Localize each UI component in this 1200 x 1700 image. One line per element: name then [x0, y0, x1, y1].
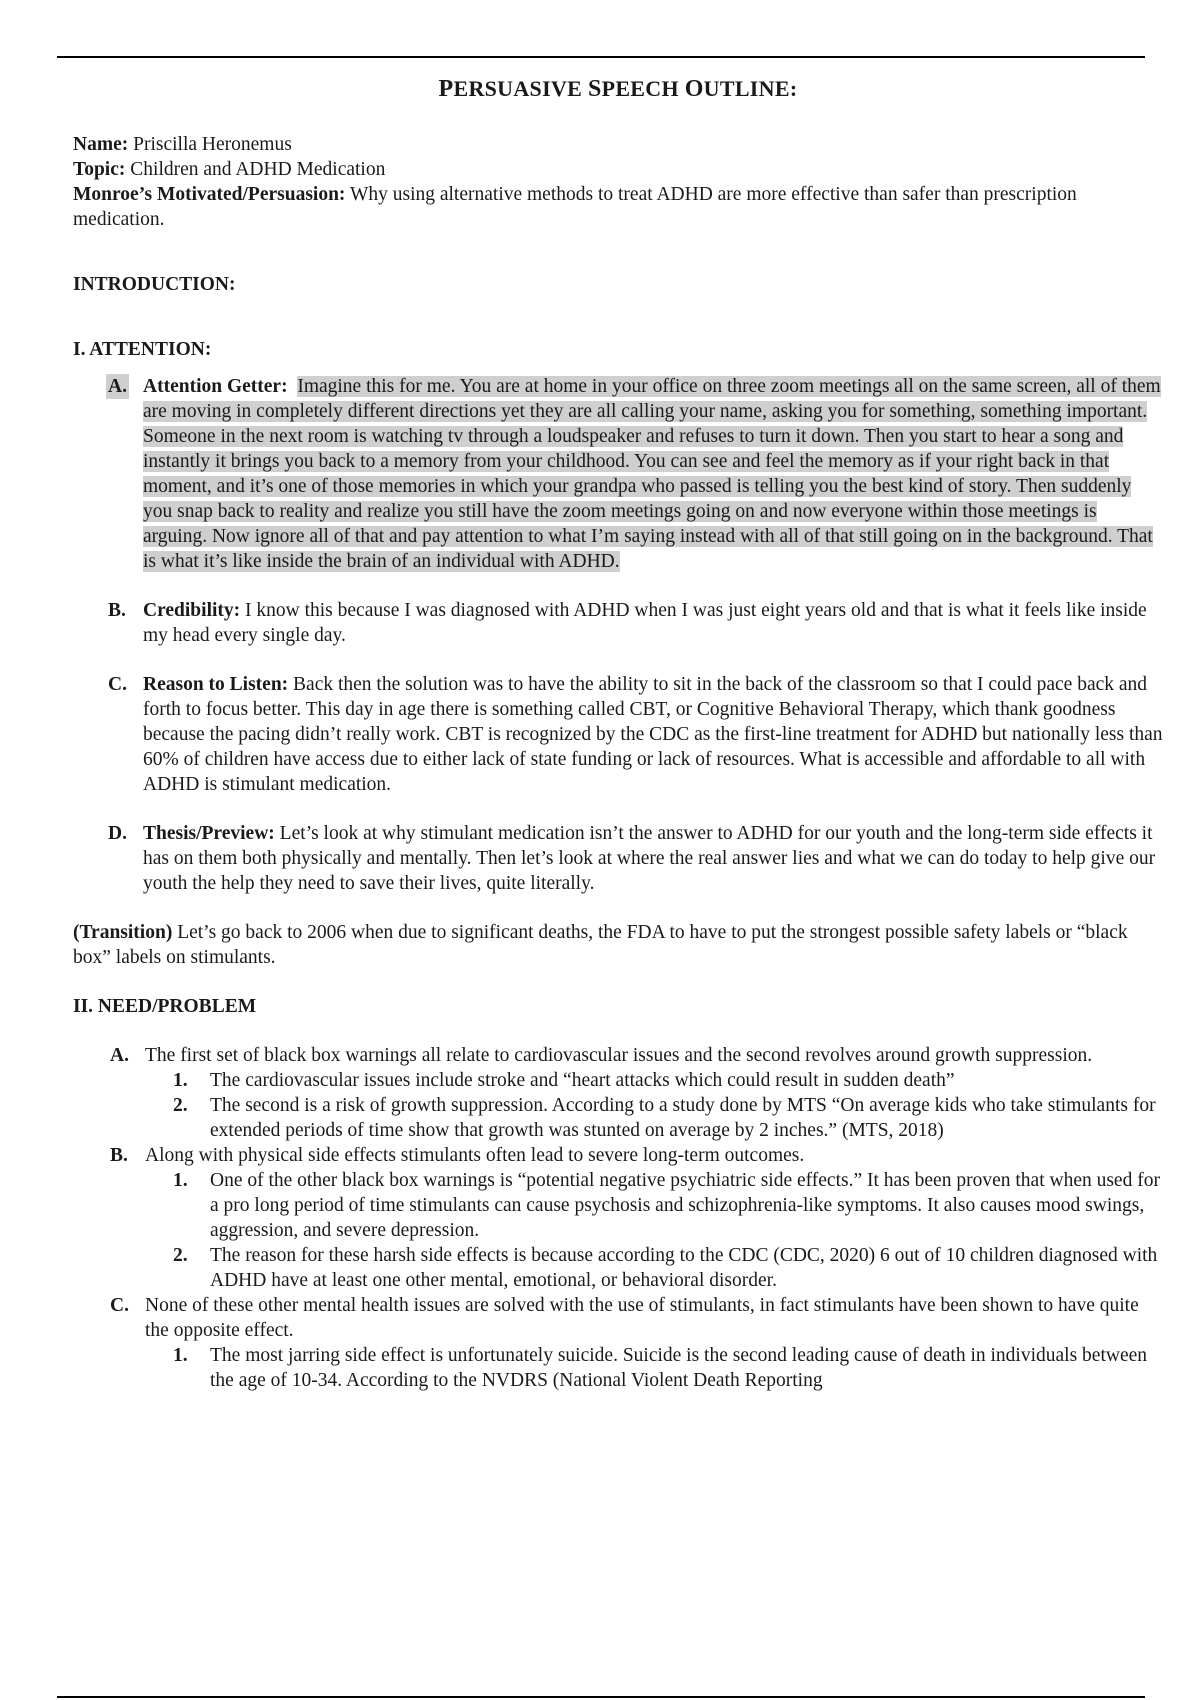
subitem-text: The most jarring side effect is unfortunately suicide. Suicide is the second leading cause of death in individuals between the age of 10-34. According to the NVDRS (National Violent Death Reporting: [210, 1345, 1147, 1391]
page-title: PERSUASIVE SPEECH OUTLINE:: [438, 76, 798, 102]
item-title: Credibility:: [143, 600, 241, 621]
bottom-rule: [57, 1696, 1145, 1698]
item-text: Along with physical side effects stimulants often lead to severe long-term outcomes.: [145, 1145, 805, 1166]
need-subitem-b2: [73, 1243, 1163, 1293]
item-text: Imagine this for me. You are at home in your office on three zoom meetings all on the same screen, all of them are moving in completely different directions yet they are all calling your name, asking you for something, something important. Someone in the next room is watching tv through a loudspeaker and refuses to turn it down. Then you start to hear a song and instantly it brings you back to a memory from your childhood. You can see and feel the memory as if your right back in that moment, and it’s one of those memories in which your grandpa who passed is telling you the best kind of story. Then suddenly you snap back to reality and realize you still have the zoom meetings going on and now everyone within those meetings is arguing. Now ignore all of that and pay attention to what I’m saying instead with all of that still going on in the background. That is what it’s like inside the brain of an individual with ADHD.: [143, 376, 1161, 572]
document-page: [73, 76, 1163, 1393]
item-text: None of these other mental health issues are solved with the use of stimulants, in fact stimulants have been shown to have quite the opposite effect.: [145, 1295, 1139, 1341]
subitem-label: 1.: [173, 1070, 188, 1091]
subitem-text: The second is a risk of growth suppression. According to a study done by MTS “On average kids who take stimulants for extended periods of time show that growth was stunted on average by 2 inches.” (MTS, 2018): [210, 1095, 1156, 1141]
item-label: D.: [108, 823, 127, 844]
attention-heading: I. ATTENTION:: [73, 339, 212, 360]
name-line: Name: Priscilla Heronemus: [73, 134, 292, 155]
item-text: I know this because I was diagnosed with ADHD when I was just eight years old and that is what it feels like inside my head every single day.: [143, 600, 1147, 646]
need-item-c: [73, 1293, 1163, 1343]
topic-line: Topic: Children and ADHD Medication: [73, 159, 386, 180]
transition-paragraph: (Transition) Let’s go back to 2006 when due to significant deaths, the FDA to have to put the strongest possible safety labels or “black box” labels on stimulants.: [73, 922, 1128, 968]
subitem-label: 1.: [173, 1345, 188, 1366]
top-rule: [57, 56, 1145, 58]
subitem-text: The reason for these harsh side effects is because according to the CDC (CDC, 2020) 6 out of 10 children diagnosed with ADHD have at least one other mental, emotional, or behavioral disorder.: [210, 1245, 1158, 1291]
item-label: A.: [108, 376, 127, 397]
subitem-label: 2.: [173, 1095, 188, 1116]
item-label: B.: [110, 1145, 128, 1166]
need-problem-heading: II. NEED/PROBLEM: [73, 996, 257, 1017]
item-text: The first set of black box warnings all relate to cardiovascular issues and the second revolves around growth suppression.: [145, 1045, 1093, 1066]
monroe-line: Monroe’s Motivated/Persuasion: Why using alternative methods to treat ADHD are more effective than safer than prescription medication.: [73, 184, 1077, 230]
item-title: Attention Getter:: [143, 376, 288, 397]
item-label: C.: [110, 1295, 129, 1316]
item-label: A.: [110, 1045, 129, 1066]
meta-block: [73, 132, 1163, 232]
subitem-text: The cardiovascular issues include stroke and “heart attacks which could result in sudden death”: [210, 1070, 955, 1091]
subitem-label: 1.: [173, 1170, 188, 1191]
subitem-text: One of the other black box warnings is “potential negative psychiatric side effects.” It has been proven that when used for a pro long period of time stimulants can cause psychosis and schizophrenia-like symptoms. It also causes mood swings, aggression, and severe depression.: [210, 1170, 1160, 1241]
attention-getter-item: [73, 374, 1163, 574]
need-item-a: [73, 1043, 1163, 1068]
item-label: B.: [108, 600, 126, 621]
reason-to-listen-item: [73, 672, 1163, 797]
item-text: Back then the solution was to have the ability to sit in the back of the classroom so that I could pace back and forth to focus better. This day in age there is something called CBT, or Cognitive Behavioral Therapy, which thank goodness because the pacing didn’t really work. CBT is recognized by the CDC as the first-line treatment for ADHD but nationally less than 60% of children have access due to either lack of state funding or lack of resources. What is accessible and affordable to all with ADHD is stimulant medication.: [143, 674, 1163, 795]
introduction-heading: INTRODUCTION:: [73, 274, 236, 295]
need-item-b: [73, 1143, 1163, 1168]
item-label: C.: [108, 674, 127, 695]
need-subitem-c1: [73, 1343, 1163, 1393]
item-text: Let’s look at why stimulant medication isn’t the answer to ADHD for our youth and the long-term side effects it has on them both physically and mentally. Then let’s look at where the real answer lies and what we can do today to help give our youth the help they need to save their lives, quite literally.: [143, 823, 1156, 894]
need-subitem-a2: [73, 1093, 1163, 1143]
need-subitem-b1: [73, 1168, 1163, 1243]
need-subitem-a1: [73, 1068, 1163, 1093]
item-title: Reason to Listen:: [143, 674, 289, 695]
item-title: Thesis/Preview:: [143, 823, 275, 844]
credibility-item: [73, 598, 1163, 648]
thesis-preview-item: [73, 821, 1163, 896]
subitem-label: 2.: [173, 1245, 188, 1266]
